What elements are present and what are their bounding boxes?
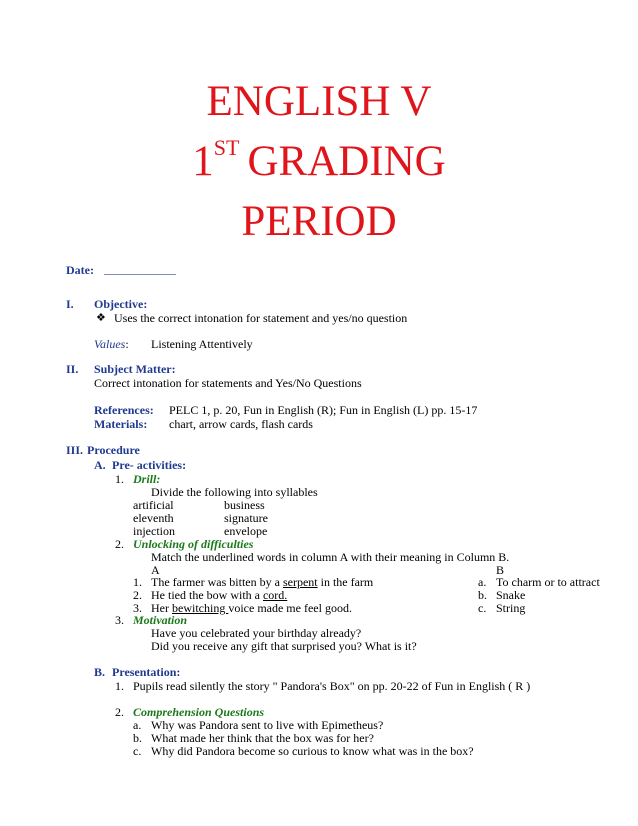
- presentation-letter: B.: [94, 665, 106, 679]
- values-text: Listening Attentively: [151, 337, 253, 351]
- pre-activities-heading: Pre- activities:: [112, 458, 187, 472]
- section-number-2: II.: [66, 362, 79, 376]
- section-number-3: III.: [66, 443, 84, 457]
- match-row-sentence: Her bewitching voice made me feel good.: [151, 601, 352, 615]
- title-line-2: [0, 135, 638, 185]
- match-row-number: 3.: [133, 601, 142, 615]
- references-label: References:: [94, 403, 154, 417]
- objective-heading: Objective:: [94, 297, 148, 311]
- question-letter: c.: [133, 744, 142, 758]
- comprehension-heading: Comprehension Questions: [133, 705, 265, 719]
- question-letter: a.: [133, 718, 142, 732]
- subject-heading: Subject Matter:: [94, 362, 176, 376]
- column-b-header: B: [496, 563, 505, 577]
- match-row-sentence: The farmer was bitten by a serpent in the farm: [151, 575, 374, 589]
- unlocking-instruction: Match the underlined words in column A with their meaning in Column B.: [151, 550, 510, 564]
- subject-text: Correct intonation for statements and Yes/No Questions: [94, 376, 362, 390]
- drill-heading: Drill:: [133, 472, 161, 486]
- match-row-letter: c.: [478, 601, 487, 615]
- presentation-item-2-number: 2.: [115, 705, 124, 719]
- match-row-letter: b.: [478, 588, 487, 602]
- drill-word: business: [224, 498, 265, 512]
- question-text: Why was Pandora sent to live with Epimetheus?: [151, 718, 384, 732]
- presentation-item-1: Pupils read silently the story " Pandora's Box" on pp. 20-22 of Fun in English ( R ): [133, 679, 531, 693]
- match-row-sentence: He tied the bow with a cord.: [151, 588, 288, 602]
- underlined-word: cord.: [262, 588, 288, 602]
- unlocking-number: 2.: [115, 537, 124, 551]
- values-colon: :: [125, 337, 129, 351]
- motivation-question-1: Have you celebrated your birthday already?: [151, 626, 362, 640]
- question-text: What made her think that the box was for her?: [151, 731, 374, 745]
- title-grading: GRADING: [247, 138, 446, 185]
- diamond-bullet-icon: ❖: [96, 312, 106, 324]
- drill-instruction: Divide the following into syllables: [151, 485, 318, 499]
- match-row-meaning: To charm or to attract: [496, 575, 600, 589]
- title-grade-superscript: ST: [213, 135, 240, 160]
- column-a-header: A: [151, 563, 160, 577]
- title-line-3: PERIOD: [241, 198, 397, 245]
- unlocking-heading: Unlocking of difficulties: [133, 537, 254, 551]
- pre-activities-letter: A.: [94, 458, 106, 472]
- date-blank: ____________: [104, 262, 176, 276]
- drill-word: injection: [133, 524, 175, 538]
- procedure-heading: Procedure: [87, 443, 140, 457]
- motivation-question-2: Did you receive any gift that surprised you? What is it?: [151, 639, 417, 653]
- drill-word: signature: [224, 511, 268, 525]
- presentation-item-1-number: 1.: [115, 679, 124, 693]
- drill-number: 1.: [115, 472, 124, 486]
- values-label: Values: [94, 337, 126, 351]
- references-text: PELC 1, p. 20, Fun in English (R); Fun in English (L) pp. 15-17: [169, 403, 478, 417]
- title-line-1: ENGLISH V: [206, 78, 432, 125]
- drill-word: artificial: [133, 498, 174, 512]
- title-grade-number: 1: [192, 138, 214, 185]
- match-row-meaning: String: [496, 601, 526, 615]
- materials-label: Materials:: [94, 417, 148, 431]
- drill-word: envelope: [224, 524, 268, 538]
- question-letter: b.: [133, 731, 142, 745]
- presentation-heading: Presentation:: [112, 665, 181, 679]
- question-text: Why did Pandora become so curious to know what was in the box?: [151, 744, 474, 758]
- match-row-number: 1.: [133, 575, 142, 589]
- objective-item: Uses the correct intonation for statement and yes/no question: [114, 311, 408, 325]
- match-row-meaning: Snake: [496, 588, 526, 602]
- materials-text: chart, arrow cards, flash cards: [169, 417, 313, 431]
- match-row-letter: a.: [478, 575, 487, 589]
- motivation-number: 3.: [115, 613, 124, 627]
- section-number-1: I.: [66, 297, 74, 311]
- date-label: Date:: [66, 263, 94, 277]
- drill-word: eleventh: [133, 511, 174, 525]
- underlined-word: serpent: [282, 575, 318, 589]
- motivation-heading: Motivation: [133, 613, 188, 627]
- match-row-number: 2.: [133, 588, 142, 602]
- underlined-word: bewitching: [172, 601, 229, 615]
